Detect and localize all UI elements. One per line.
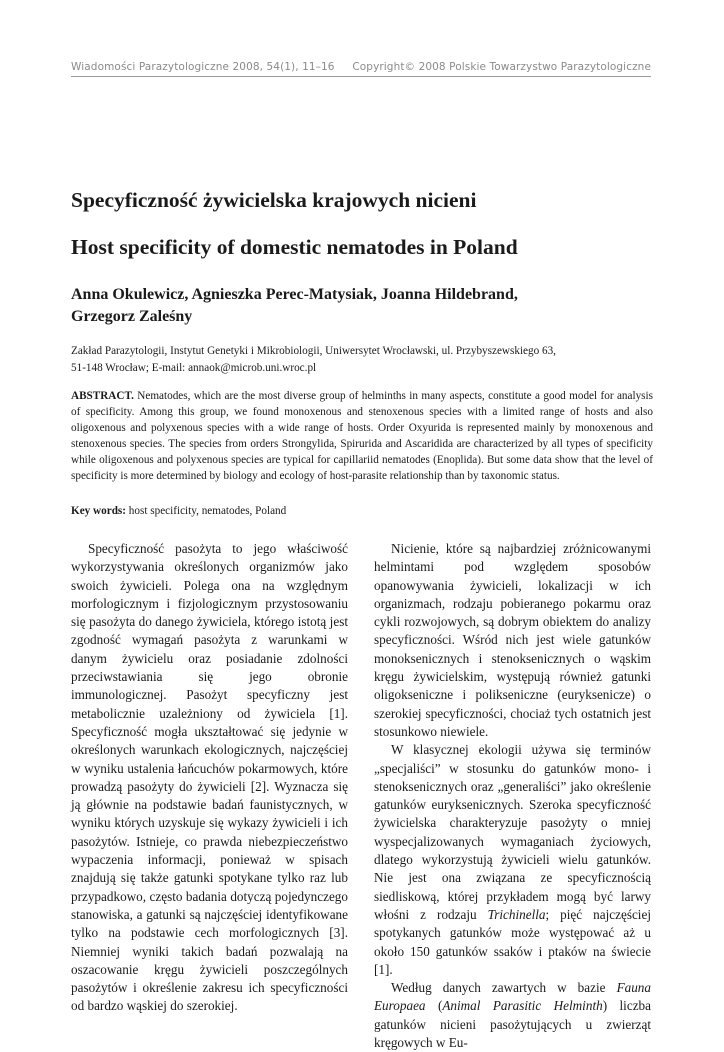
keywords-text: host specificity, nematodes, Poland bbox=[126, 505, 287, 517]
database-section-italic: Animal Parasitic Helminth bbox=[442, 998, 603, 1014]
body-paragraph: Nicienie, które są najbardziej zróżnicowanymi helmintami pod względem sposobów opanowywania żywicieli, lokalizacji w ich organizmach, rodzaju pobieranego pokarmu oraz cykli rozwojowych, są dobrym obiektem do analizy specyficzności. Wśród nich jest wiele gatunków monoksenicznych i stenoksenicznych o wąskim kręgu żywicielskim, występują również gatunki oligokseniczne i polikseniczne (euryksenicze) o szerokiej specyficzności, chociaż tych ostatnich jest stosunkowo niewiele. bbox=[374, 541, 651, 739]
body-column-right bbox=[374, 540, 651, 1052]
affiliation bbox=[71, 343, 651, 377]
paragraph-text: ( bbox=[425, 998, 443, 1014]
title-polish: Specyficzność żywicielska krajowych nicieni bbox=[71, 188, 477, 212]
copyright-notice: Copyright© 2008 Polskie Towarzystwo Parazytologiczne bbox=[352, 61, 651, 73]
paragraph-text: W klasycznej ekologii używa się terminów „specjaliści” w stosunku do gatunków mono- i stenoksenicznych oraz „generaliści” jako określenie gatunków euryksenicznych. Szeroka specyficzność żywicielska charakteryzuje pasożyty o mniej wyspecjalizowanych wymaganiach życiowych, dlatego wykorzystują żywicieli wielu gatunków. Nie jest ona związana ze specyficznością siedliskową, której przykładem mogą być larwy włośni z rodzaju bbox=[374, 742, 651, 922]
abstract-label: ABSTRACT. bbox=[71, 390, 134, 402]
author-list bbox=[71, 284, 651, 328]
title-english: Host specificity of domestic nematodes in Poland bbox=[71, 235, 518, 259]
abstract-text: Nematodes, which are the most diverse group of helminths in many aspects, constitute a good model for analysis of specificity. Among this group, we found monoxenous and stenoxenous species with a limited range of hosts and also oligoxenous and polyxenous species with a wide range of hosts. Order Oxyurida is represented mainly by monoxenous and stenoxenous species. The species from orders Strongylida, Spirurida and Ascaridida are characterized by all types of specificity while oligoxenous and polyxenous species are typical for capillariid nematodes (Enoplida). But some data show that the level of specificity is more determined by biology and ecology of host-parasite relationship than by taxonomic status. bbox=[71, 390, 653, 483]
body-paragraph: Specyficzność pasożyta to jego właściwość wykorzystywania określonych organizmów jako swoich żywicieli. Polega ona na względnym morfologicznym i fizjologicznym przystosowaniu się pasożyta do danego żywiciela, którego istotą jest zgodność wymagań pasożyta z warunkami w danym żywicielu oraz posiadanie zdolności przeciwstawiania się jego obronie immunologicznej. Pasożyt specyficzny jest metabolicznie uzależniony od żywiciela [1]. Specyficzność mogła ukształtować się jedynie w określonych warunkach ekologicznych, najczęściej w wyniku ustalenia łańcuchów pokarmowych, które prowadzą pasożyty do żywicieli [2]. Wyznacza się ją głównie na podstawie badań faunistycznych, w wyniku których uzyskuje się wykazy żywicieli i ich pasożytów. Istnieje, co prawda niebezpieczeństwo wypaczenia informacji, ponieważ w spisach znajdują się także gatunki spotykane tylko raz lub przypadkowo, często badania dotyczą pojedynczego stanowiska, a gatunki są najczęściej identyfikowane tylko na podstawie cech morfologicznych [3]. Niemniej wyniki takich badań pozwalają na oszacowanie kręgu żywicieli poszczególnych pasożytów i określenie zakresu ich specyficzności od bardzo wąskiej do szerokiej. bbox=[71, 541, 348, 1014]
abstract bbox=[71, 388, 653, 485]
keywords bbox=[71, 505, 651, 517]
authors-line-1: Anna Okulewicz, Agnieszka Perec-Matysiak, Joanna Hildebrand, bbox=[71, 286, 518, 303]
paragraph-text: Według danych zawartych w bazie bbox=[391, 980, 617, 996]
running-head bbox=[71, 58, 651, 76]
header-divider bbox=[71, 76, 651, 77]
authors-line-2: Grzegorz Zaleśny bbox=[71, 308, 193, 325]
paragraph-text: ) liczba gatunków nicieni pasożytujących u zwierząt kręgowych w Eu- bbox=[374, 998, 651, 1051]
body-column-left bbox=[71, 540, 348, 1016]
body-paragraph bbox=[374, 741, 651, 979]
affiliation-line-1: Zakład Parazytologii, Instytut Genetyki i Mikrobiologii, Uniwersytet Wrocławski, ul. Przybyszewskiego 63, bbox=[71, 345, 556, 357]
keywords-label: Key words: bbox=[71, 505, 126, 517]
genus-name-italic: Trichinella bbox=[487, 906, 546, 922]
body-paragraph bbox=[374, 979, 651, 1052]
journal-citation: Wiadomości Parazytologiczne 2008, 54(1), 11–16 bbox=[71, 61, 335, 73]
paragraph-text: ; pięć najczęściej spotykanych gatunków może występować aż u około 150 gatunków ssaków i ptaków na świecie [1]. bbox=[374, 906, 651, 977]
database-name-italic: Fauna Europaea bbox=[374, 980, 651, 1014]
affiliation-line-2: 51-148 Wrocław; E-mail: annaok@microb.uni.wroc.pl bbox=[71, 362, 317, 374]
